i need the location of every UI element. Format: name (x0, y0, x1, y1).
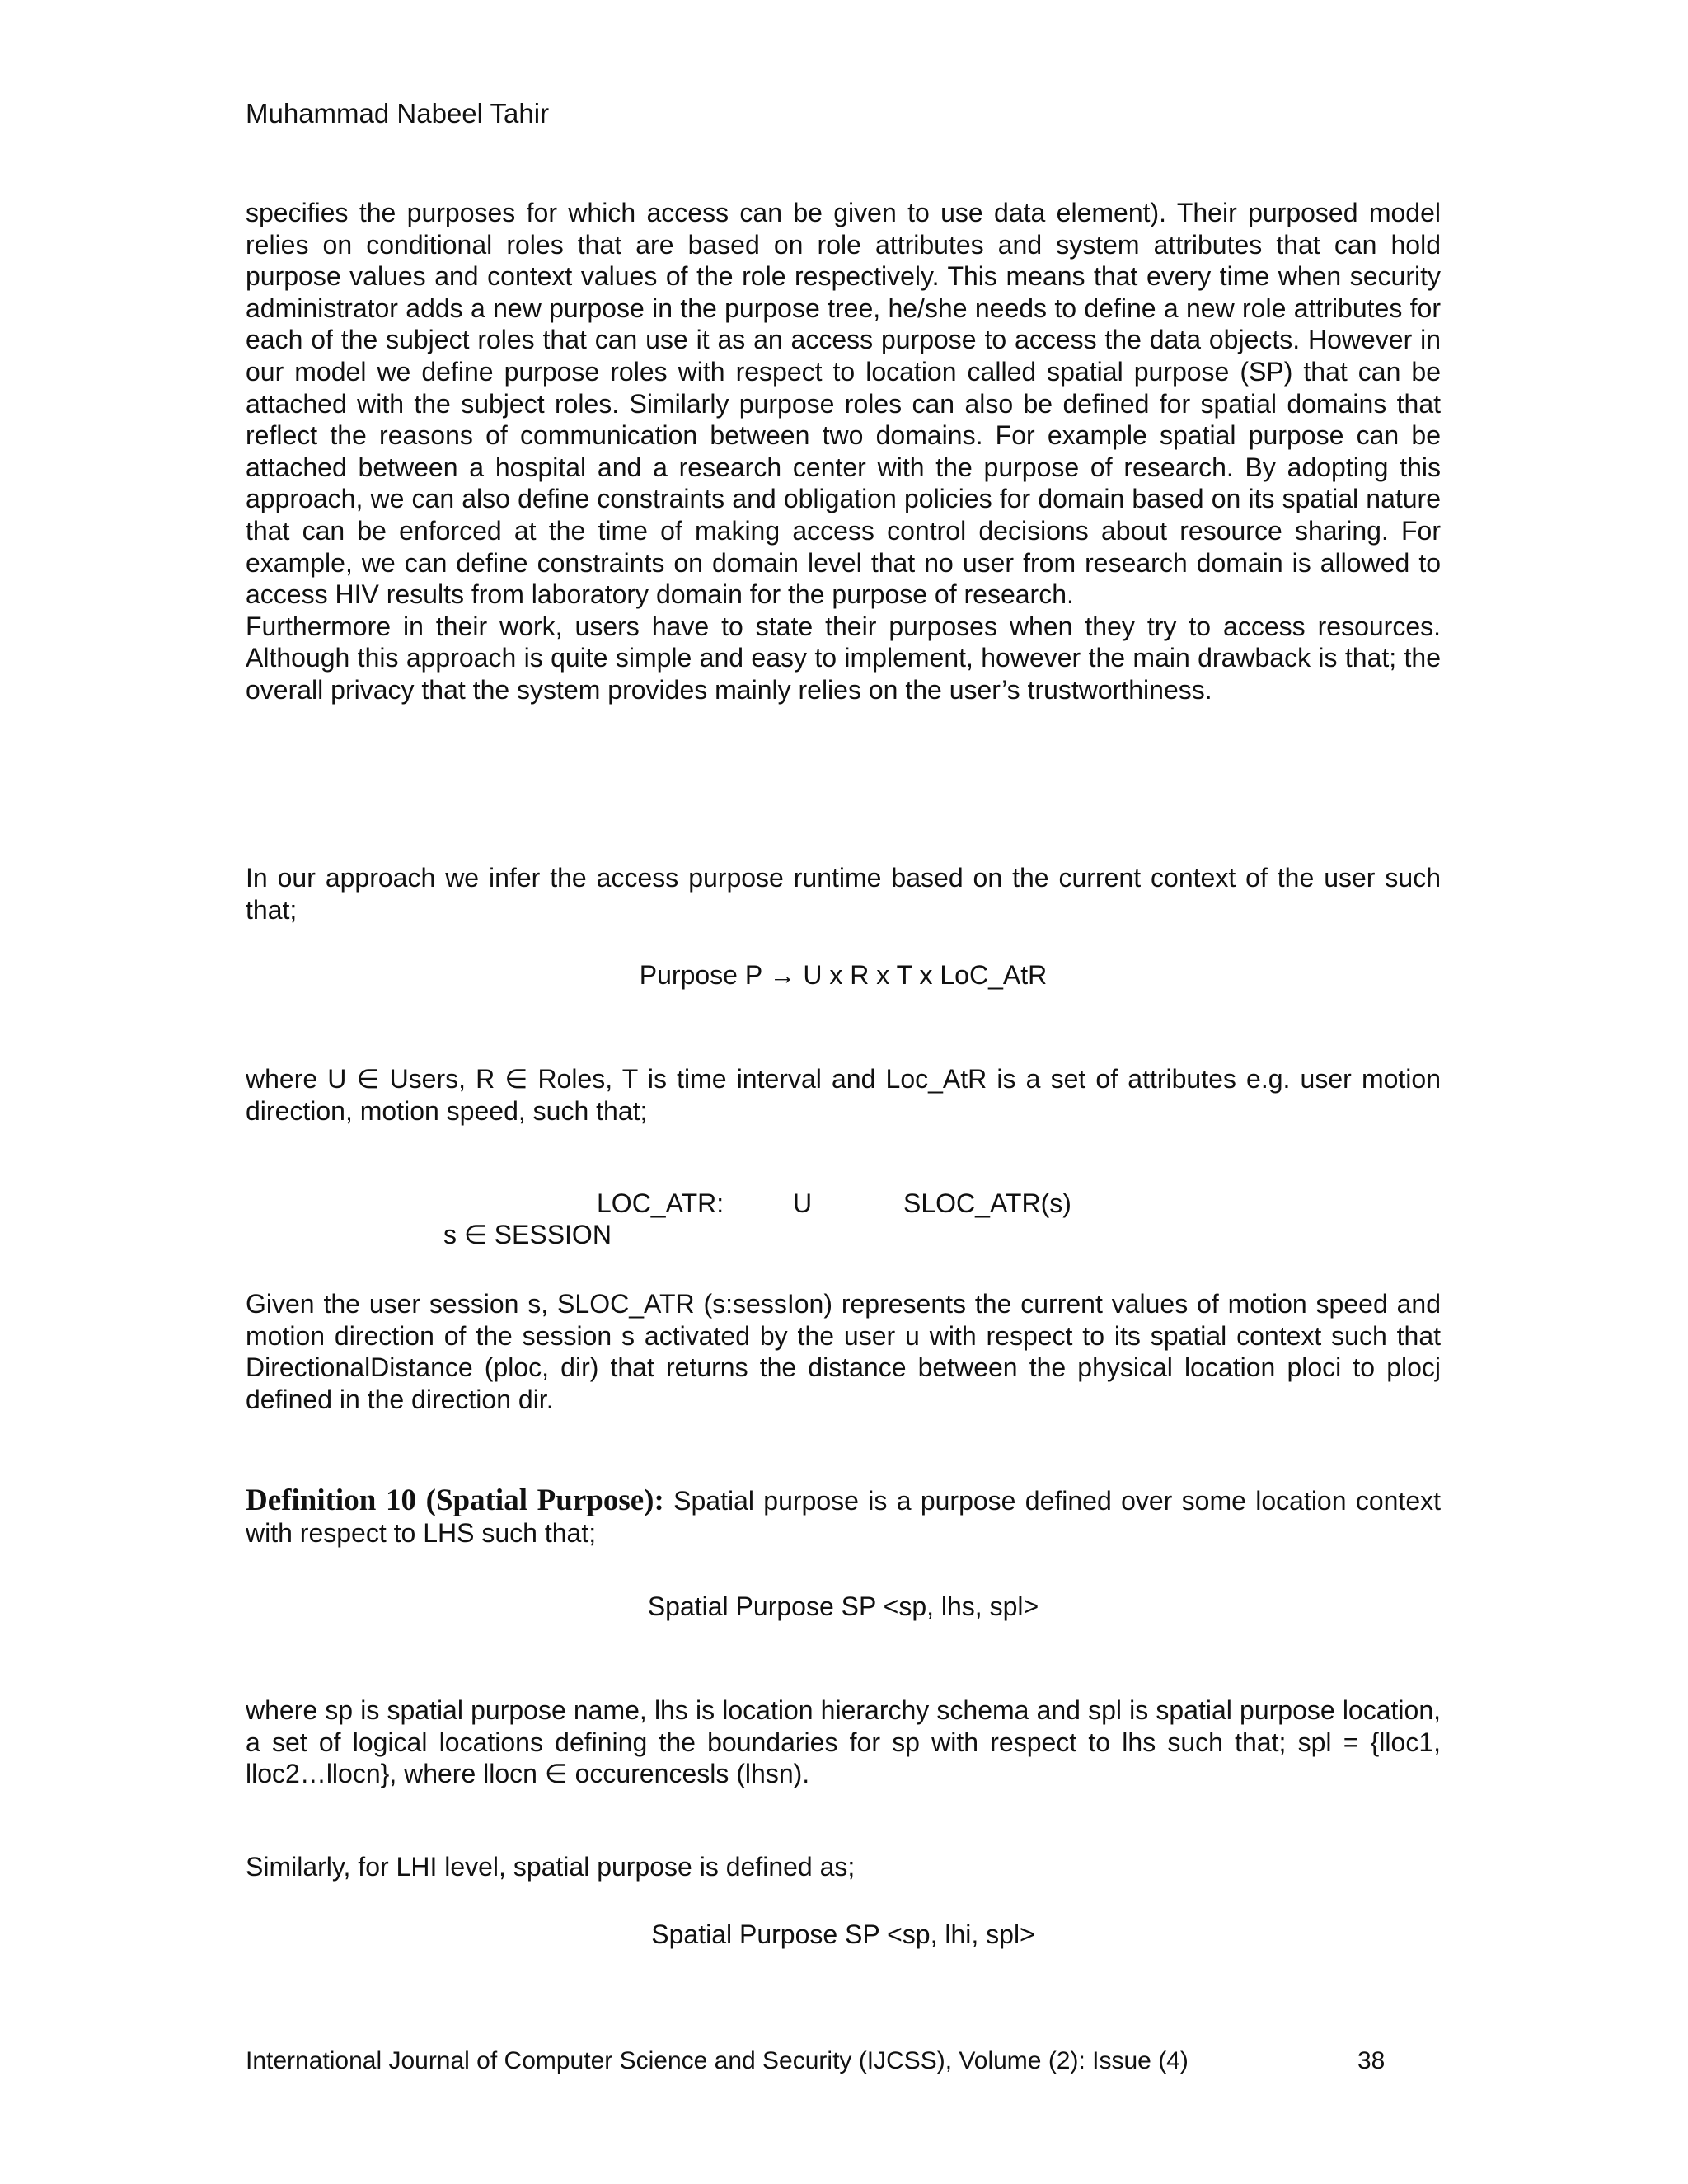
formula-purpose: Purpose P → U x R x T x LoC_AtR (639, 960, 1048, 990)
definition-body: Spatial purpose is a purpose defined over some location context with respect to LHS such that; (246, 1486, 1442, 1548)
paragraph-user-session (246, 1288, 1441, 1415)
formula-loc-atr-lhs: LOC_ATR: (597, 1188, 724, 1218)
paragraph-user-session-text: Given the user session s, SLOC_ATR (s:sessIon) represents the current values of motion speed and motion direction of the session s activated by the user u with respect to its spatial context such that DirectionalDistance (ploc, dir) that returns the distance between the physical location ploci to plocj defined in the direction dir. (246, 1289, 1441, 1414)
formula-union-symbol: U (793, 1188, 813, 1218)
page-number: 38 (1357, 2047, 1386, 2074)
paragraph-lhi-level-text: Similarly, for LHI level, spatial purpose is defined as; (246, 1852, 856, 1882)
paragraph-where-users (246, 1063, 1441, 1127)
paragraph-lhi-level (246, 1851, 1441, 1883)
definition-label: Definition 10 (Spatial Purpose): (246, 1483, 664, 1517)
paragraph-where-users-text: where U ∈ Users, R ∈ Roles, T is time interval and Loc_AtR is a set of attributes e.g. user motion direction, motion speed, such that; (246, 1064, 1441, 1126)
formula-sloc-atr: SLOC_ATR(s) (903, 1188, 1071, 1218)
formula-spatial-purpose-lhs: Spatial Purpose SP <sp, lhs, spl> (647, 1591, 1039, 1621)
paragraph-trustworthiness: Furthermore in their work, users have to state their purposes when they try to access resources. Although this approach is quite simple and easy to implement, however the main drawback is that; the overall privacy that the system provides mainly relies on the user’s trustworthiness. (246, 611, 1441, 705)
paragraph-purpose-roles: specifies the purposes for which access can be given to use data element). Their purposed model relies on conditional roles that are based on role attributes and system attributes that can hold purpose values and context values of the role respectively. This means that every time when security administrator adds a new purpose in the purpose tree, he/she needs to define a new role attributes for each of the subject roles that can use it as an access purpose to access the data objects. However in our model we define purpose roles with respect to location called spatial purpose (SP) that can be attached with the subject roles. Similarly purpose roles can also be defined for spatial domains that reflect the reasons of communication between two domains. For example spatial purpose can be attached between a hospital and a research center with the purpose of research. By adopting this approach, we can also define constraints and obligation policies for domain based on its spatial nature that can be enforced at the time of making access control decisions about resource sharing. For example, we can define constraints on domain level that no user from research domain is allowed to access HIV results from laboratory domain for the purpose of research. (246, 198, 1441, 610)
definition-10-text (246, 1485, 1441, 1549)
paragraph-approach (246, 862, 1441, 926)
footer-journal: International Journal of Computer Science and Security (IJCSS), Volume (2): Issue (4) (246, 2047, 1189, 2074)
body-text-top (246, 197, 1441, 706)
paragraph-where-sp-text: where sp is spatial purpose name, lhs is location hierarchy schema and spl is spatial purpose location, a set of logical locations defining the boundaries for sp with respect to lhs such that; spl = {lloc1, lloc2…llocn}, where llocn ∈ occurencesls (lhsn). (246, 1695, 1441, 1789)
paragraph-approach-text: In our approach we infer the access purpose runtime based on the current context of the user such that; (246, 863, 1441, 925)
running-head-author: Muhammad Nabeel Tahir (246, 98, 550, 129)
paragraph-where-sp (246, 1694, 1441, 1790)
definition-10 (246, 1485, 1441, 1549)
formula-spatial-purpose-lhi: Spatial Purpose SP <sp, lhi, spl> (651, 1919, 1035, 1949)
formula-session-subscript: s ∈ SESSION (443, 1220, 612, 1249)
